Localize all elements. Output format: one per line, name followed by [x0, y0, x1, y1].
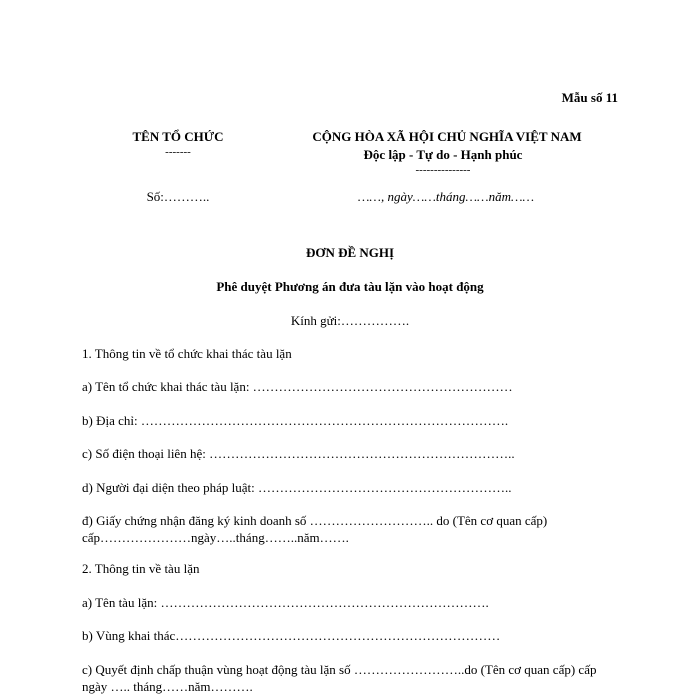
section-2-item-b: b) Vùng khai thác…………………………………………………………………	[82, 628, 501, 643]
section-1-item-c: c) Số điện thoại liên hệ: ……………………………………………………………..	[82, 446, 515, 461]
section-2-item-a: a) Tên tàu lặn: ………………………………………………………………….	[82, 595, 489, 610]
organization-name: TÊN TỔ CHỨC	[132, 129, 224, 144]
document-subtitle: Phê duyệt Phương án đưa tàu lặn vào hoạt động	[216, 279, 484, 294]
section-2-heading: 2. Thông tin về tàu lặn	[82, 561, 200, 576]
section-2-item-c: c) Quyết định chấp thuận vùng hoạt động tàu lặn số ……………………..do (Tên cơ quan cấp) cấp ngày ….. tháng……năm……….	[82, 662, 597, 694]
form-number: Mẫu số 11	[561, 90, 618, 105]
section-1-item-a: a) Tên tổ chức khai thác tàu lặn: ……………………………………………………	[82, 379, 513, 394]
reference-number: Số:………..	[146, 189, 210, 204]
section-1-item-b: b) Địa chỉ: ………………………………………………………………………….	[82, 413, 509, 428]
date-line: ……, ngày……tháng……năm……	[357, 189, 535, 204]
organization-rule: -------	[165, 146, 191, 158]
national-motto: Độc lập - Tự do - Hạnh phúc	[363, 147, 523, 162]
section-1-item-dd: đ) Giấy chứng nhận đăng ký kinh doanh số ……………………….. do (Tên cơ quan cấp) cấp…………………ngày…..tháng……..năm…….	[82, 513, 548, 545]
section-1-heading: 1. Thông tin về tổ chức khai thác tàu lặn	[82, 346, 292, 361]
motto-rule: ---------------	[415, 164, 471, 176]
national-title: CỘNG HÒA XÃ HỘI CHỦ NGHĨA VIỆT NAM	[312, 129, 582, 144]
section-1-item-d: d) Người đại diện theo pháp luật: …………………………………………………..	[82, 480, 512, 495]
document-title: ĐƠN ĐỀ NGHỊ	[305, 245, 395, 260]
recipient-line: Kính gửi:…………….	[290, 313, 410, 328]
